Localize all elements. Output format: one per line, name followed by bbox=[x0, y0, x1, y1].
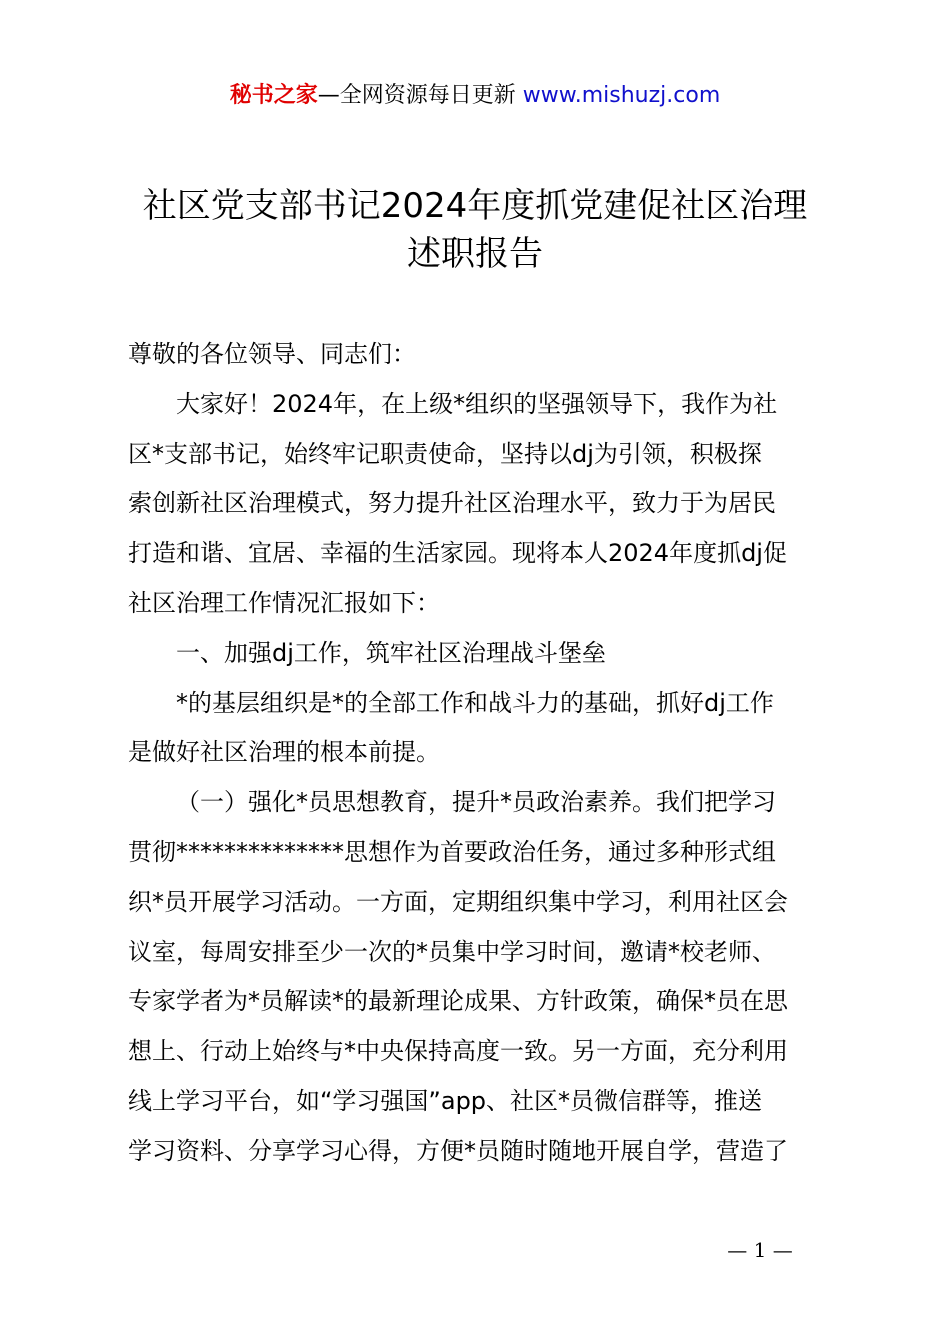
body-line: 议室，每周安排至少一次的*员集中学习时间，邀请*校老师、 bbox=[128, 937, 776, 966]
body-line: 想上、行动上始终与*中央保持高度一致。另一方面，充分利用 bbox=[128, 1037, 788, 1066]
body-line: （一）强化*员思想教育，提升*员政治素养。我们把学习 bbox=[176, 788, 776, 817]
body-line: 学习资料、分享学习心得，方便*员随时随地开展自学，营造了 bbox=[128, 1136, 788, 1165]
document-body bbox=[128, 330, 838, 1177]
body-line: 是做好社区治理的根本前提。 bbox=[128, 738, 440, 767]
page-number: — 1 — bbox=[727, 1238, 793, 1262]
body-line: 织*员开展学习活动。一方面，定期组织集中学习，利用社区会 bbox=[128, 887, 788, 916]
body-line: 线上学习平台，如“学习强国”app、社区*员微信群等，推送 bbox=[128, 1086, 763, 1115]
body-line: 打造和谐、宜居、幸福的生活家园。现将本人2024年度抓dj促 bbox=[128, 539, 787, 568]
document-title bbox=[0, 182, 950, 278]
body-line: 贯彻**************思想作为首要政治任务，通过多种形式组 bbox=[128, 837, 776, 866]
section-heading: 一、加强dj工作，筑牢社区治理战斗堡垒 bbox=[176, 638, 606, 667]
body-line: 专家学者为*员解读*的最新理论成果、方针政策，确保*员在思 bbox=[128, 987, 788, 1016]
site-header bbox=[0, 80, 950, 112]
header-tagline: —全网资源每日更新 bbox=[317, 83, 523, 108]
title-line-2: 述职报告 bbox=[407, 234, 543, 274]
body-line: *的基层组织是*的全部工作和战斗力的基础，抓好dj工作 bbox=[176, 688, 774, 717]
brand-name: 秘书之家 bbox=[229, 83, 318, 108]
body-line: 区*支部书记，始终牢记职责使命，坚持以dj为引领，积极探 bbox=[128, 439, 762, 468]
body-line: 社区治理工作情况汇报如下： bbox=[128, 588, 440, 617]
salutation: 尊敬的各位领导、同志们： bbox=[128, 340, 416, 368]
title-line-1: 社区党支部书记2024年度抓党建促社区治理 bbox=[142, 186, 808, 226]
body-line: 大家好！2024年，在上级*组织的坚强领导下，我作为社 bbox=[176, 389, 778, 418]
header-url[interactable]: www.mishuzj.com bbox=[522, 83, 721, 108]
body-line: 索创新社区治理模式，努力提升社区治理水平，致力于为居民 bbox=[128, 489, 776, 518]
